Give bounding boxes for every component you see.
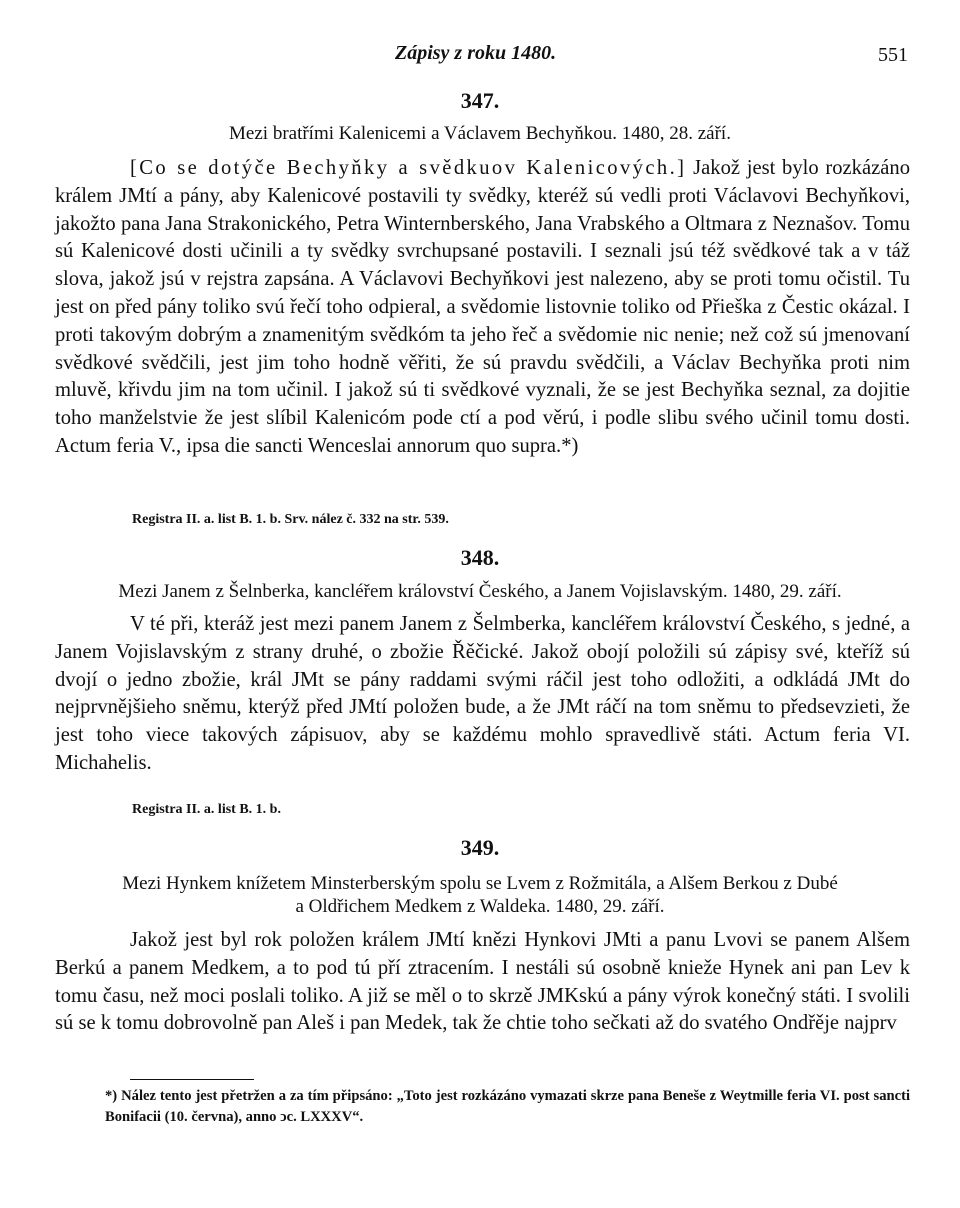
entry-349-heading-line-2: a Oldřichem Medkem z Waldeka. 1480, 29. září. — [295, 896, 665, 917]
entry-348-heading: Mezi Janem z Šelnberka, kancléřem království Českého, a Janem Vojislavským. 1480, 29. září. — [118, 581, 842, 602]
footnote: *) Nález tento jest přetržen a za tím připsáno: „Toto jest rozkázáno vymazati skrze pana Beneše z Weytmille feria VI. post sancti Bonifacii (10. června), anno ↄc. LXXXV“. — [105, 1088, 910, 1125]
entry-347-register: Registra II. a. list B. 1. b. Srv. nález č. 332 na str. 539. — [132, 512, 449, 527]
entry-347-heading: Mezi bratřími Kalenicemi a Václavem Bechyňkou. 1480, 28. září. — [229, 123, 731, 144]
entry-349-heading — [50, 872, 910, 918]
page-number: 551 — [878, 44, 908, 66]
entry-349-number: 349. — [460, 835, 500, 860]
entry-348-register: Registra II. a. list B. 1. b. — [132, 802, 281, 817]
entry-348-body: V té při, kteráž jest mezi panem Janem z Šelmberka, kancléřem království Českého, s jedné, a Janem Vojislavským z strany druhé, o zbožie Řěčické. Jakož obojí položili sú zápisy své, kteříž sú dvojí o jedno zbožie, král JMt se pány raddami svými ráčil jest toho odložiti, a odkládá JMt do nejprvnějšieho sněmu, kterýž před JMtí položen bude, a že JMt ráčí na tom sněmu to předsevzieti, že jest toho viece takových zápisuov, aby se každému mohlo spravedlivě státi. Actum feria VI. Michahelis. — [55, 613, 910, 774]
entry-347-spaced-intro: [Co se dotýče Bechyňky a svědkuov Kalenicových.] — [130, 157, 687, 179]
entry-348-number: 348. — [460, 545, 500, 570]
running-title: Zápisy z roku 1480. — [395, 42, 557, 64]
entry-347-body — [55, 155, 910, 461]
entry-349-heading-line-1: Mezi Hynkem knížetem Minsterberským spolu se Lvem z Rožmitála, a Alšem Berkou z Dubé — [122, 873, 838, 894]
footnote-rule — [130, 1079, 254, 1080]
entry-349-body: Jakož jest byl rok položen králem JMtí knězi Hynkovi JMti a panu Lvovi se panem Alšem Berkú a panem Medkem, a to pod tú pří ztracením. I nestáli sú osobně knieže Hynek ani pan Lev k tomu času, než moci poslali toliko. A již se měl o to skrzě JMKskú a pány výrok konečný státi. I svolili sú se k tomu dobrovolně pan Aleš i pan Medek, tak že chtie toho sečkati až do svatého Ondřěje najprv — [55, 929, 910, 1035]
entry-347-number: 347. — [460, 88, 500, 113]
entry-347-text: Jakož jest bylo rozkázáno králem JMtí a pány, aby Kalenicové postavili ty svědky, kteréž sú vedli proti Václavovi Bechyňkovi, jakožto pana Jana Strakonického, Petra Winternberského, Jana Vrabského a Oltmara z Neznašov. Tomu sú Kalenicové dosti učinili a ty svědky svrchupsané postavili. I seznali jsú též svědkové tak a v táž slova, jakož jsú v rejstra zapsána. A Václavovi Bechyňkovi jest nalezeno, aby se proti tomu očistil. Tu jest on před pány toliko svú řečí toho odpieral, a svědomie listovnie toliko od Přieška z Čestic okázal. I proti takovým dobrým a znamenitým svědkóm ta jeho řeč a svědomie nic nenie; než což sú jmenovaní svědkové svědčili, jest jim toho hodně věřiti, že sú pravdu svědčili, a Václav Bechyňka proti nim mluvě, křivdu jim na tom učinil. I jakož sú ti svědkové vyznali, že se jest Bechyňka seznal, za dojitie toho manželstvie že jest slíbil Kalenicóm pode ctí a pod věrú, i podle slibu svého učinil tomu dosti. Actum feria V., ipsa die sancti Wenceslai annorum quo supra.*) — [55, 157, 910, 457]
running-head — [0, 42, 960, 72]
